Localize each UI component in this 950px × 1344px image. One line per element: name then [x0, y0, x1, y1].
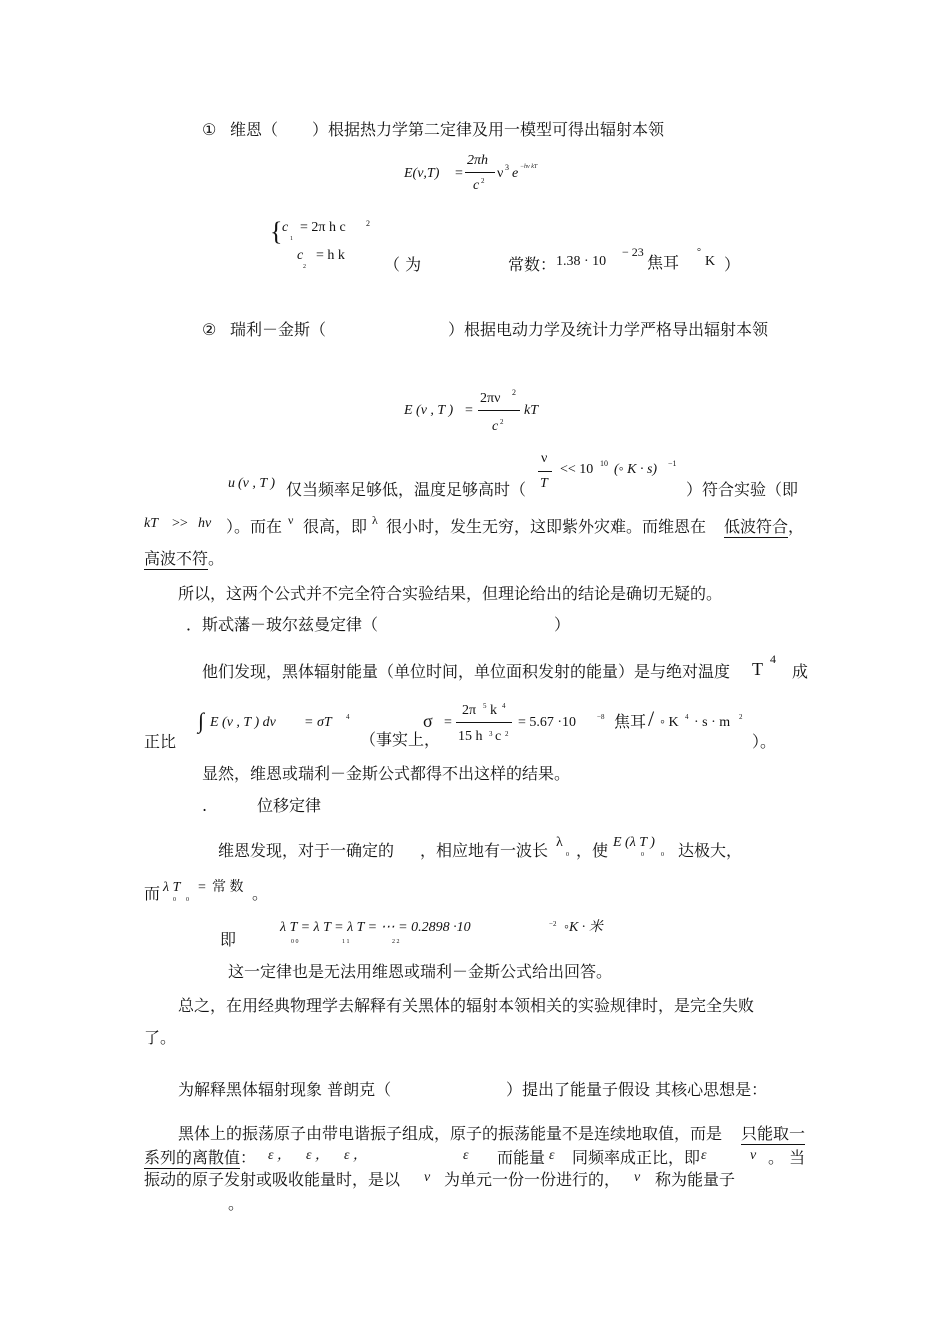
- boltzmann-deg: °: [697, 247, 701, 258]
- list-marker-2: ②: [202, 320, 217, 339]
- sb-intro: 他们发现，黑体辐射能量（单位时间，单位面积发射的能量）是与绝对温度: [202, 662, 731, 681]
- validity-u-args: (ν , T ): [238, 476, 276, 491]
- conclusion-paragraph: 所以，这两个公式并不完全符合实验结果，但理论给出的结论是确切无疑的。: [178, 584, 723, 603]
- rj-intro-b: ）根据电动力学及统计力学严格导出辐射本领: [448, 320, 769, 339]
- sigma-den-c: c: [495, 729, 502, 744]
- period: 。: [208, 549, 225, 568]
- sigma-num-k: k: [490, 703, 497, 718]
- planck-line-3b: 为单元一份一份进行的，: [444, 1170, 621, 1189]
- wien-constant-exp: −2: [549, 920, 557, 928]
- boltzmann-unit2: K: [705, 254, 716, 269]
- sigma-slash: /: [648, 706, 655, 731]
- sb-note: （事实上，: [360, 730, 441, 749]
- epsilon-6: ε: [701, 1148, 707, 1163]
- boltzmann-unit: 焦耳: [647, 253, 680, 272]
- constants-note-close: ）: [724, 255, 741, 274]
- sigma-unit2: ◦ K: [660, 715, 679, 730]
- sigma-symbol: σ: [423, 711, 433, 731]
- sigma-den-exp1: 3: [489, 730, 493, 738]
- wien-eq: =: [455, 166, 463, 181]
- wien-intro-a: 维恩（: [230, 120, 279, 139]
- rj-den-exp: 2: [500, 418, 504, 426]
- displacement-text-d: 达极大，: [678, 841, 743, 860]
- displacement-text-c: ，使: [576, 841, 609, 860]
- planck-intro-b: ）提出了能量子假设 其核心思想是：: [506, 1080, 768, 1099]
- rj-eq: =: [465, 403, 473, 418]
- wien-constant-unit: ◦K · 米: [564, 920, 603, 935]
- c1-rhs: = 2π h c: [300, 220, 346, 235]
- constants-note-label: 常数：: [508, 255, 557, 274]
- wien-nu: ν: [497, 166, 504, 181]
- wien-nu-exp: 3: [505, 163, 509, 172]
- epsilon-3: ε ，: [344, 1148, 368, 1163]
- comma: ，: [788, 517, 805, 536]
- wien-lhs: E(ν,T): [404, 166, 440, 181]
- validity-cond-unit-exp: −1: [668, 459, 677, 468]
- wien-fraction-bar: [465, 172, 495, 173]
- sigma-value: = 5.67 ·10: [518, 715, 577, 730]
- epsilon-5: ε: [549, 1148, 555, 1163]
- planck-text-a: 而能量: [497, 1148, 546, 1167]
- ultraviolet-text-c: 很小时，发生无穷，这即紫外灾难。而维恩在: [386, 517, 707, 536]
- underline-low-wave: 低波符合: [724, 517, 789, 536]
- sigma-den-exp2: 2: [505, 730, 509, 738]
- underline-discrete-b: 系列的离散值: [144, 1148, 241, 1167]
- sigma-fraction-bar: [456, 722, 512, 723]
- c1-exp: 2: [366, 219, 370, 228]
- displacement-text-a: 维恩发现，对于一确定的: [218, 841, 395, 860]
- constant-prefix: 而: [144, 884, 161, 903]
- planck-last: 。: [228, 1194, 245, 1213]
- sigma-unit3: · s · m: [694, 715, 731, 730]
- wien-intro-b: ）根据热力学第二定律及用一模型可得出辐射本领: [312, 120, 665, 139]
- validity-frac-num: ν: [541, 451, 548, 466]
- t4-exp: 4: [770, 652, 776, 666]
- epsilon-2: ε ，: [306, 1148, 330, 1163]
- sb-integrand: E (ν , T ) dν: [210, 715, 276, 730]
- constant-sub2: 0: [186, 897, 189, 903]
- list-marker-1: ①: [202, 120, 217, 139]
- rj-kt: kT: [524, 403, 538, 418]
- sigma-den: 15 h: [458, 729, 483, 744]
- rj-num: 2πν: [480, 391, 501, 406]
- kt-symbol: kT: [144, 516, 158, 531]
- boltzmann-value: 1.38 · 10: [556, 254, 607, 269]
- boltzmann-exp: − 23: [622, 245, 644, 259]
- wien-num: 2πh: [467, 153, 489, 168]
- displacement-text-b: ，相应地有一波长: [420, 841, 549, 860]
- sigma-num: 2π: [462, 703, 477, 718]
- planck-text-b: 同频率成正比，即: [572, 1148, 701, 1167]
- wien-constant-expr: λ T = λ T = λ T = ⋯ = 0.2898 ·10: [280, 920, 471, 935]
- validity-u: u: [228, 476, 235, 491]
- lambda0-symbol: λ: [556, 835, 563, 850]
- nu-1: ν: [750, 1148, 757, 1163]
- wien-den: c: [473, 178, 480, 193]
- sigma-eq: =: [444, 715, 452, 730]
- constant-end: 。: [252, 884, 269, 903]
- validity-text-a: 仅当频率足够低，温度足够高时（: [286, 480, 527, 499]
- lambda-symbol: λ: [372, 513, 378, 527]
- underline-discrete-a: 只能取一: [741, 1124, 806, 1143]
- rj-intro-a: 瑞利－金斯（: [230, 320, 327, 339]
- c2-symbol: c: [297, 248, 304, 263]
- wien-constant-sub00: 0 0: [291, 939, 299, 945]
- integral-sign: ∫: [198, 708, 205, 733]
- e-lambda-sub1: 0: [641, 852, 644, 858]
- e-lambda-sub2: 0: [661, 852, 664, 858]
- sigma-unit: 焦耳: [614, 712, 647, 731]
- constant-word: 常 数: [212, 880, 244, 895]
- validity-frac-den: T: [540, 476, 548, 491]
- summary-line-1: 总之，在用经典物理学去解释有关黑体的辐射本领相关的实验规律时，是完全失败: [178, 996, 755, 1015]
- constants-brace: {: [270, 217, 283, 246]
- e-lambda-t: E (λ T ): [613, 835, 655, 850]
- displacement-remark: 这一定律也是无法用维恩或瑞利－金斯公式给出回答。: [228, 962, 613, 981]
- ultraviolet-text-a: ）。而在: [226, 517, 283, 536]
- constant-lambda-t: λ T: [163, 880, 181, 895]
- planck-text-c: 。 当: [768, 1148, 806, 1167]
- underline-high-wave: 高波不符: [144, 549, 209, 568]
- lambda0-sub: 0: [566, 852, 569, 858]
- planck-line-1: 黑体上的振荡原子由带电谐振子组成，原子的振荡能量不是连续地取值，而是: [178, 1124, 723, 1143]
- planck-line-3c: 称为能量子: [655, 1170, 736, 1189]
- section-displacement-dot: .: [202, 796, 208, 815]
- wien-constant-prefix: 即: [220, 930, 237, 949]
- nu-symbol: ν: [288, 513, 294, 527]
- rj-num-exp: 2: [512, 388, 516, 397]
- sb-intro-end: 成: [792, 662, 809, 681]
- ultraviolet-text-b: 很高，即: [303, 517, 368, 536]
- gg-symbol: >>: [172, 516, 188, 531]
- c1-subscript: 1: [290, 236, 293, 242]
- wien-constant-sub22: 2 2: [392, 939, 400, 945]
- sigma-unit2-exp: 4: [685, 713, 689, 721]
- epsilon-1: ε ，: [268, 1148, 292, 1163]
- rj-lhs: E (ν , T ): [404, 403, 454, 418]
- validity-cond-exp: 10: [600, 459, 608, 468]
- sb-remark: 显然，维恩或瑞利－金斯公式都得不出这样的结果。: [202, 764, 571, 783]
- nu-2: ν: [424, 1170, 431, 1185]
- validity-cond-unit: (◦ K · s): [614, 462, 658, 477]
- constants-note-open: （ 为: [384, 255, 422, 274]
- summary-line-2: 了。: [144, 1028, 177, 1047]
- hv-symbol: hν: [198, 516, 212, 531]
- sigma-value-exp: −8: [597, 713, 605, 721]
- c1-symbol: c: [282, 220, 289, 235]
- constant-sub1: 0: [173, 897, 176, 903]
- wien-constant-sub11: 1 1: [342, 939, 350, 945]
- sb-close: ）。: [752, 732, 777, 751]
- section-stefan-boltzmann: ．斯忒藩－玻尔兹曼定律（: [186, 615, 379, 634]
- constant-eq: =: [198, 880, 206, 895]
- nu-3: ν: [634, 1170, 641, 1185]
- section-displacement-title: 位移定律: [257, 796, 322, 815]
- rj-fraction-bar: [478, 410, 520, 411]
- planck-intro-a: 为解释黑体辐射现象 普朗克（: [178, 1080, 392, 1099]
- wien-den-exp: 2: [481, 177, 485, 185]
- validity-cond: << 10: [560, 462, 594, 477]
- planck-line-3a: 振动的原子发射或吸收能量时，是以: [144, 1170, 401, 1189]
- c2-rhs: = h k: [316, 248, 345, 263]
- section-stefan-boltzmann-close: ）: [554, 615, 571, 634]
- validity-fraction-bar: [538, 471, 552, 472]
- wien-e: e: [512, 166, 519, 181]
- sigma-unit3-exp: 2: [739, 713, 743, 721]
- sigma-num-exp2: 4: [502, 702, 506, 710]
- c2-subscript: 2: [303, 264, 306, 270]
- sigma-num-exp1: 5: [483, 702, 487, 710]
- epsilon-4: ε: [463, 1148, 469, 1163]
- validity-text-b: ）符合实验（即: [686, 480, 799, 499]
- rj-den: c: [492, 419, 499, 434]
- planck-colon: ：: [240, 1148, 257, 1167]
- sb-exp: 4: [346, 713, 350, 721]
- sb-prefix: 正比: [144, 732, 177, 751]
- t4-symbol: T: [752, 659, 763, 679]
- wien-e-exp: −hν kT: [520, 164, 538, 170]
- sb-eq: = σT: [304, 715, 332, 730]
